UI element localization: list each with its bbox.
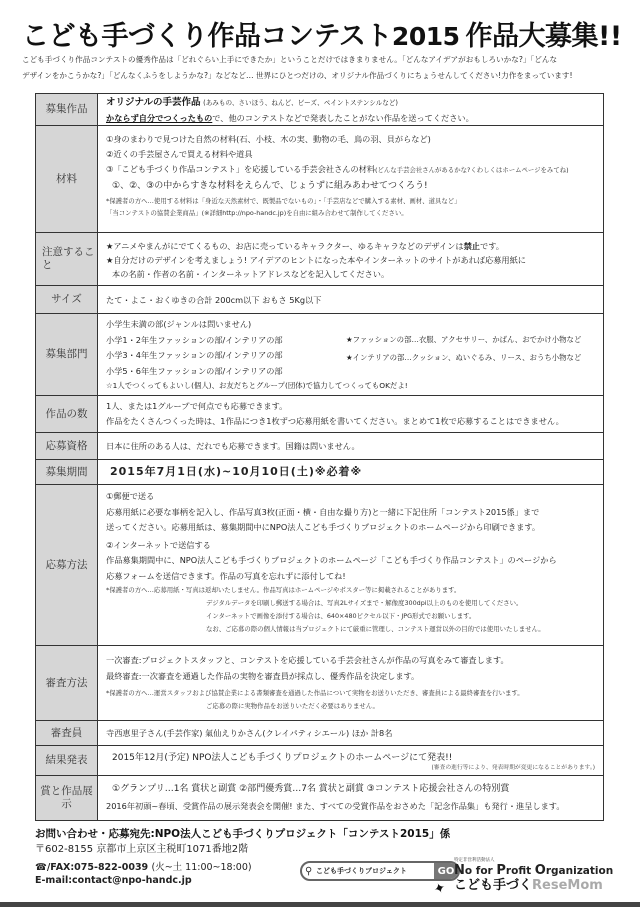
awards-line: 2016年初頭~春頃、受賞作品の展示発表会を開催! また、すべての受賞作品をおさめた「記念作品集」も発行・進呈します。 bbox=[106, 801, 565, 811]
row-materials bbox=[36, 126, 603, 233]
contact-address: 〒602-8155 京都市上京区主税町1071番地2階 bbox=[35, 844, 249, 855]
cautions-line: ★自分だけのデザインを考えましょう! アイデアのヒントになった本やインターネットのサイトがあれば応募用紙に bbox=[106, 255, 526, 265]
apply-mail-heading: ①郵便で送る bbox=[106, 491, 155, 501]
contact-hours: (火~土 11:00~18:00) bbox=[151, 862, 252, 873]
row-judging-method bbox=[36, 646, 603, 721]
contact-email[interactable]: E-mail:contact@npo-handc.jp bbox=[35, 875, 192, 886]
npo-logo-letter: P bbox=[496, 863, 506, 878]
category-fashion-note: ★ファッションの部…衣服、アクセサリー、かばん、おでかけ小物など bbox=[346, 335, 582, 344]
materials-line: ①、②、③の中からすきな材料をえらんで、じょうずに組みあわせてつくろう! bbox=[112, 181, 428, 191]
row-head: 応募方法 bbox=[36, 485, 98, 645]
works-line: 作品をたくさんつくった時は、1作品につき1枚ずつ応募用紙を書いてください。まとめて1枚で応募することはできません。 bbox=[106, 416, 564, 426]
apply-note: インターネットで画像を添付する場合は、640×480ピクセル以下・JPG形式でお願いします。 bbox=[206, 612, 476, 620]
bottom-bar bbox=[0, 902, 640, 907]
period-dates: 2015年7月1日(水)~10月10日(土)※必着※ bbox=[110, 465, 363, 478]
apply-line: 応募フォームを送信できます。作品の写真を忘れずに添付してね! bbox=[106, 570, 346, 581]
works-line: 1人、または1グループで何点でも応募できます。 bbox=[106, 401, 288, 411]
row-results bbox=[36, 746, 603, 776]
row-head: 審査方法 bbox=[36, 646, 98, 720]
row-head: 結果発表 bbox=[36, 746, 98, 775]
category-line: 小学3・4年生ファッションの部/インテリアの部 bbox=[106, 350, 283, 360]
row-head: 応募資格 bbox=[36, 433, 98, 459]
npo-logo-text: rofit bbox=[505, 865, 535, 877]
npo-logo-letter: N bbox=[454, 863, 465, 878]
size-line: たて・よこ・おくゆきの合計 200cm以下 おもさ 5Kg以下 bbox=[106, 294, 322, 305]
search-box[interactable] bbox=[300, 861, 460, 881]
results-line: 2015年12月(予定) NPO法人こども手づくりプロジェクトのホームページにて発表!! bbox=[112, 753, 453, 763]
category-group-note: ☆1人でつくってもよいし(個人)、お友だちとグループ(団体)で協力してつくってもOKだよ! bbox=[106, 381, 408, 390]
materials-note: 「当コンテストの協賛企業商品」(※詳細http://npo-handc.jp)を自由に組み合わせて制作してください。 bbox=[106, 209, 408, 217]
contact-tel: ☎/FAX:075-822-0039 bbox=[35, 862, 149, 873]
cursor-arrow-icon: ✦ bbox=[431, 879, 449, 899]
judging-note: ご応募の際に実物作品をお送りいただく必要はありません。 bbox=[206, 702, 379, 710]
npo-logo-text: rganization bbox=[545, 865, 614, 877]
entry-works-rest: で、他のコンテストなどで発表したことがない作品を送ってください。 bbox=[212, 113, 474, 123]
search-text: こども手づくりプロジェクト bbox=[316, 867, 407, 875]
category-interior-note: ★インテリアの部…クッション、ぬいぐるみ、リース、おうち小物など bbox=[346, 353, 582, 362]
cautions-line: 本の名前・作者の名前・インターネットアドレスなどを記入してください。 bbox=[112, 269, 390, 279]
npo-logo-text: o for bbox=[464, 865, 497, 877]
title-year: 2015 bbox=[391, 22, 460, 51]
row-number-of-works bbox=[36, 396, 603, 433]
row-head: 審査員 bbox=[36, 721, 98, 745]
row-head: 募集期間 bbox=[36, 460, 98, 484]
npo-logo bbox=[454, 858, 634, 893]
search-icon: ⚲ bbox=[305, 865, 313, 877]
apply-note: なお、ご応募の際の個人情報は当プロジェクトにて厳重に管理し、コンテスト運営以外の目的では使用いたしません。 bbox=[206, 625, 545, 633]
title-sub: 作品大募集!! bbox=[465, 21, 622, 52]
row-head: 注意すること bbox=[36, 233, 98, 285]
judging-line: 最終審査:一次審査を通過した作品の実物を審査員が採点し、優秀作品を決定します。 bbox=[106, 671, 420, 681]
row-period bbox=[36, 460, 603, 485]
eligibility-line: 日本に住所のある人は、だれでも応募できます。国籍は問いません。 bbox=[106, 441, 360, 451]
apply-line: 応募用紙に必要な事柄を記入し、作品写真3枚(正面・横・自由な撮り方)と一緒に下記住所「コンテスト2015係」まで bbox=[106, 506, 540, 517]
row-head: 作品の数 bbox=[36, 396, 98, 432]
apply-note: *保護者の方へ…応募用紙・写真は返却いたしません。作品写真はホームページやポスター等に掲載されることがあります。 bbox=[106, 586, 461, 594]
npo-logo-letter: O bbox=[534, 863, 546, 878]
row-judges bbox=[36, 721, 603, 746]
row-awards bbox=[36, 776, 603, 821]
category-line: 小学生未満の部(ジャンルは問いません) bbox=[106, 319, 252, 329]
contest-info-table bbox=[35, 93, 604, 821]
npo-logo-japanese bbox=[454, 878, 634, 893]
cautions-line-end: です。 bbox=[480, 241, 504, 251]
category-line: 小学5・6年生ファッションの部/インテリアの部 bbox=[106, 365, 283, 376]
materials-note: *保護者の方へ…使用する材料は「身近な天然素材で、既製品でないもの」・「手芸店などで購入する素材、画材、道具など」 bbox=[106, 197, 461, 205]
apply-note: デジタルデータを印刷し郵送する場合は、写真2Lサイズまで・解像度300dpi以上のものを使用してください。 bbox=[206, 599, 523, 607]
entry-works-strong: オリジナルの手芸作品 bbox=[106, 97, 201, 108]
judges-line: 寺西恵里子さん(手芸作家) 氣仙えりかさん(クレイパティシエール) ほか 計8名 bbox=[106, 728, 393, 738]
row-cautions bbox=[36, 233, 603, 286]
judging-note: *保護者の方へ…運営スタッフおよび協賛企業による書類審査を通過した作品について実物をお送りいただき、審査員による最終審査を行います。 bbox=[106, 689, 524, 697]
row-head: 材料 bbox=[36, 126, 98, 232]
row-categories bbox=[36, 314, 603, 396]
title-main: こども手づくり作品コンテスト bbox=[22, 21, 392, 52]
row-entry-works bbox=[36, 94, 603, 126]
row-head: サイズ bbox=[36, 286, 98, 313]
apply-line: 送ってください。応募用紙は、募集期間中にNPO法人こども手づくりプロジェクトのホームページから印刷できます。 bbox=[106, 522, 541, 532]
materials-line-note: (どんな手芸会社さんがあるかな?くわしくはホームページをみてね) bbox=[375, 166, 569, 174]
page-title bbox=[22, 14, 632, 53]
row-size bbox=[36, 286, 603, 314]
entry-works-underline: かならず自分でつくったもの bbox=[106, 113, 213, 123]
row-head: 募集作品 bbox=[36, 94, 98, 125]
judging-line: 一次審査:プロジェクトスタッフと、コンテストを応援している手芸会社さんが作品の写真をみて審査します。 bbox=[106, 655, 509, 665]
watermark: ReseMom bbox=[532, 878, 603, 893]
npo-logo-caption: 特定非営利活動法人 bbox=[454, 858, 495, 863]
materials-line: ①身のまわりで見つけた自然の材料(石、小枝、木の実、動物の毛、鳥の羽、貝がらなど) bbox=[106, 134, 431, 144]
cautions-line: ★アニメやまんがにでてくるもの、お店に売っているキャラクター、ゆるキャラなどのデザインは bbox=[106, 241, 464, 251]
entry-works-examples: (あみもの、さいほう、ねんど、ビーズ、ペイントステンシルなど) bbox=[203, 99, 398, 107]
intro-line-2: デザインをかこうかな?」「どんなくふうをしようかな?」などなど… 世界にひとつだけの、オリジナル作品づくりにちょうせんしてください!力作をまっています! bbox=[22, 71, 573, 80]
row-eligibility bbox=[36, 433, 603, 460]
apply-line: 作品募集期間中に、NPO法人こども手づくりプロジェクトのホームページ「こども手づくり作品コンテスト」のページから bbox=[106, 555, 557, 565]
intro-text bbox=[22, 52, 622, 84]
row-head: 賞と作品展示 bbox=[36, 776, 98, 820]
awards-line: ①グランプリ…1名 賞状と副賞 ②部門優秀賞…7名 賞状と副賞 ③コンテスト応援会社さんの特別賞 bbox=[112, 784, 510, 794]
npo-logo-english bbox=[454, 864, 634, 878]
materials-line: ③「こども手づくり作品コンテスト」を応援している手芸会社さんの材料 bbox=[106, 164, 376, 174]
apply-internet-heading: ②インターネットで送信する bbox=[106, 539, 211, 550]
category-line: 小学1・2年生ファッションの部/インテリアの部 bbox=[106, 334, 283, 345]
row-how-to-apply bbox=[36, 485, 603, 646]
materials-line: ②近くの手芸屋さんで買える材料や道具 bbox=[106, 149, 253, 159]
npo-logo-jp-text: こども手づく bbox=[454, 878, 533, 893]
intro-line-1: こども手づくり作品コンテストの優秀作品は「どれぐらい上手にできたか」ということだけではきまりません。「どんなアイデアがおもしろいかな?」「どんな bbox=[22, 55, 558, 64]
results-note: (審査の進行等により、発表時期が変更になることがあります。) bbox=[431, 765, 595, 771]
row-head: 募集部門 bbox=[36, 314, 98, 395]
go-button[interactable]: GO bbox=[434, 863, 458, 879]
cautions-prohibited: 禁止 bbox=[463, 241, 480, 251]
contact-title: お問い合わせ・応募宛先:NPO法人こども手づくりプロジェクト「コンテスト2015」係 bbox=[35, 828, 451, 840]
